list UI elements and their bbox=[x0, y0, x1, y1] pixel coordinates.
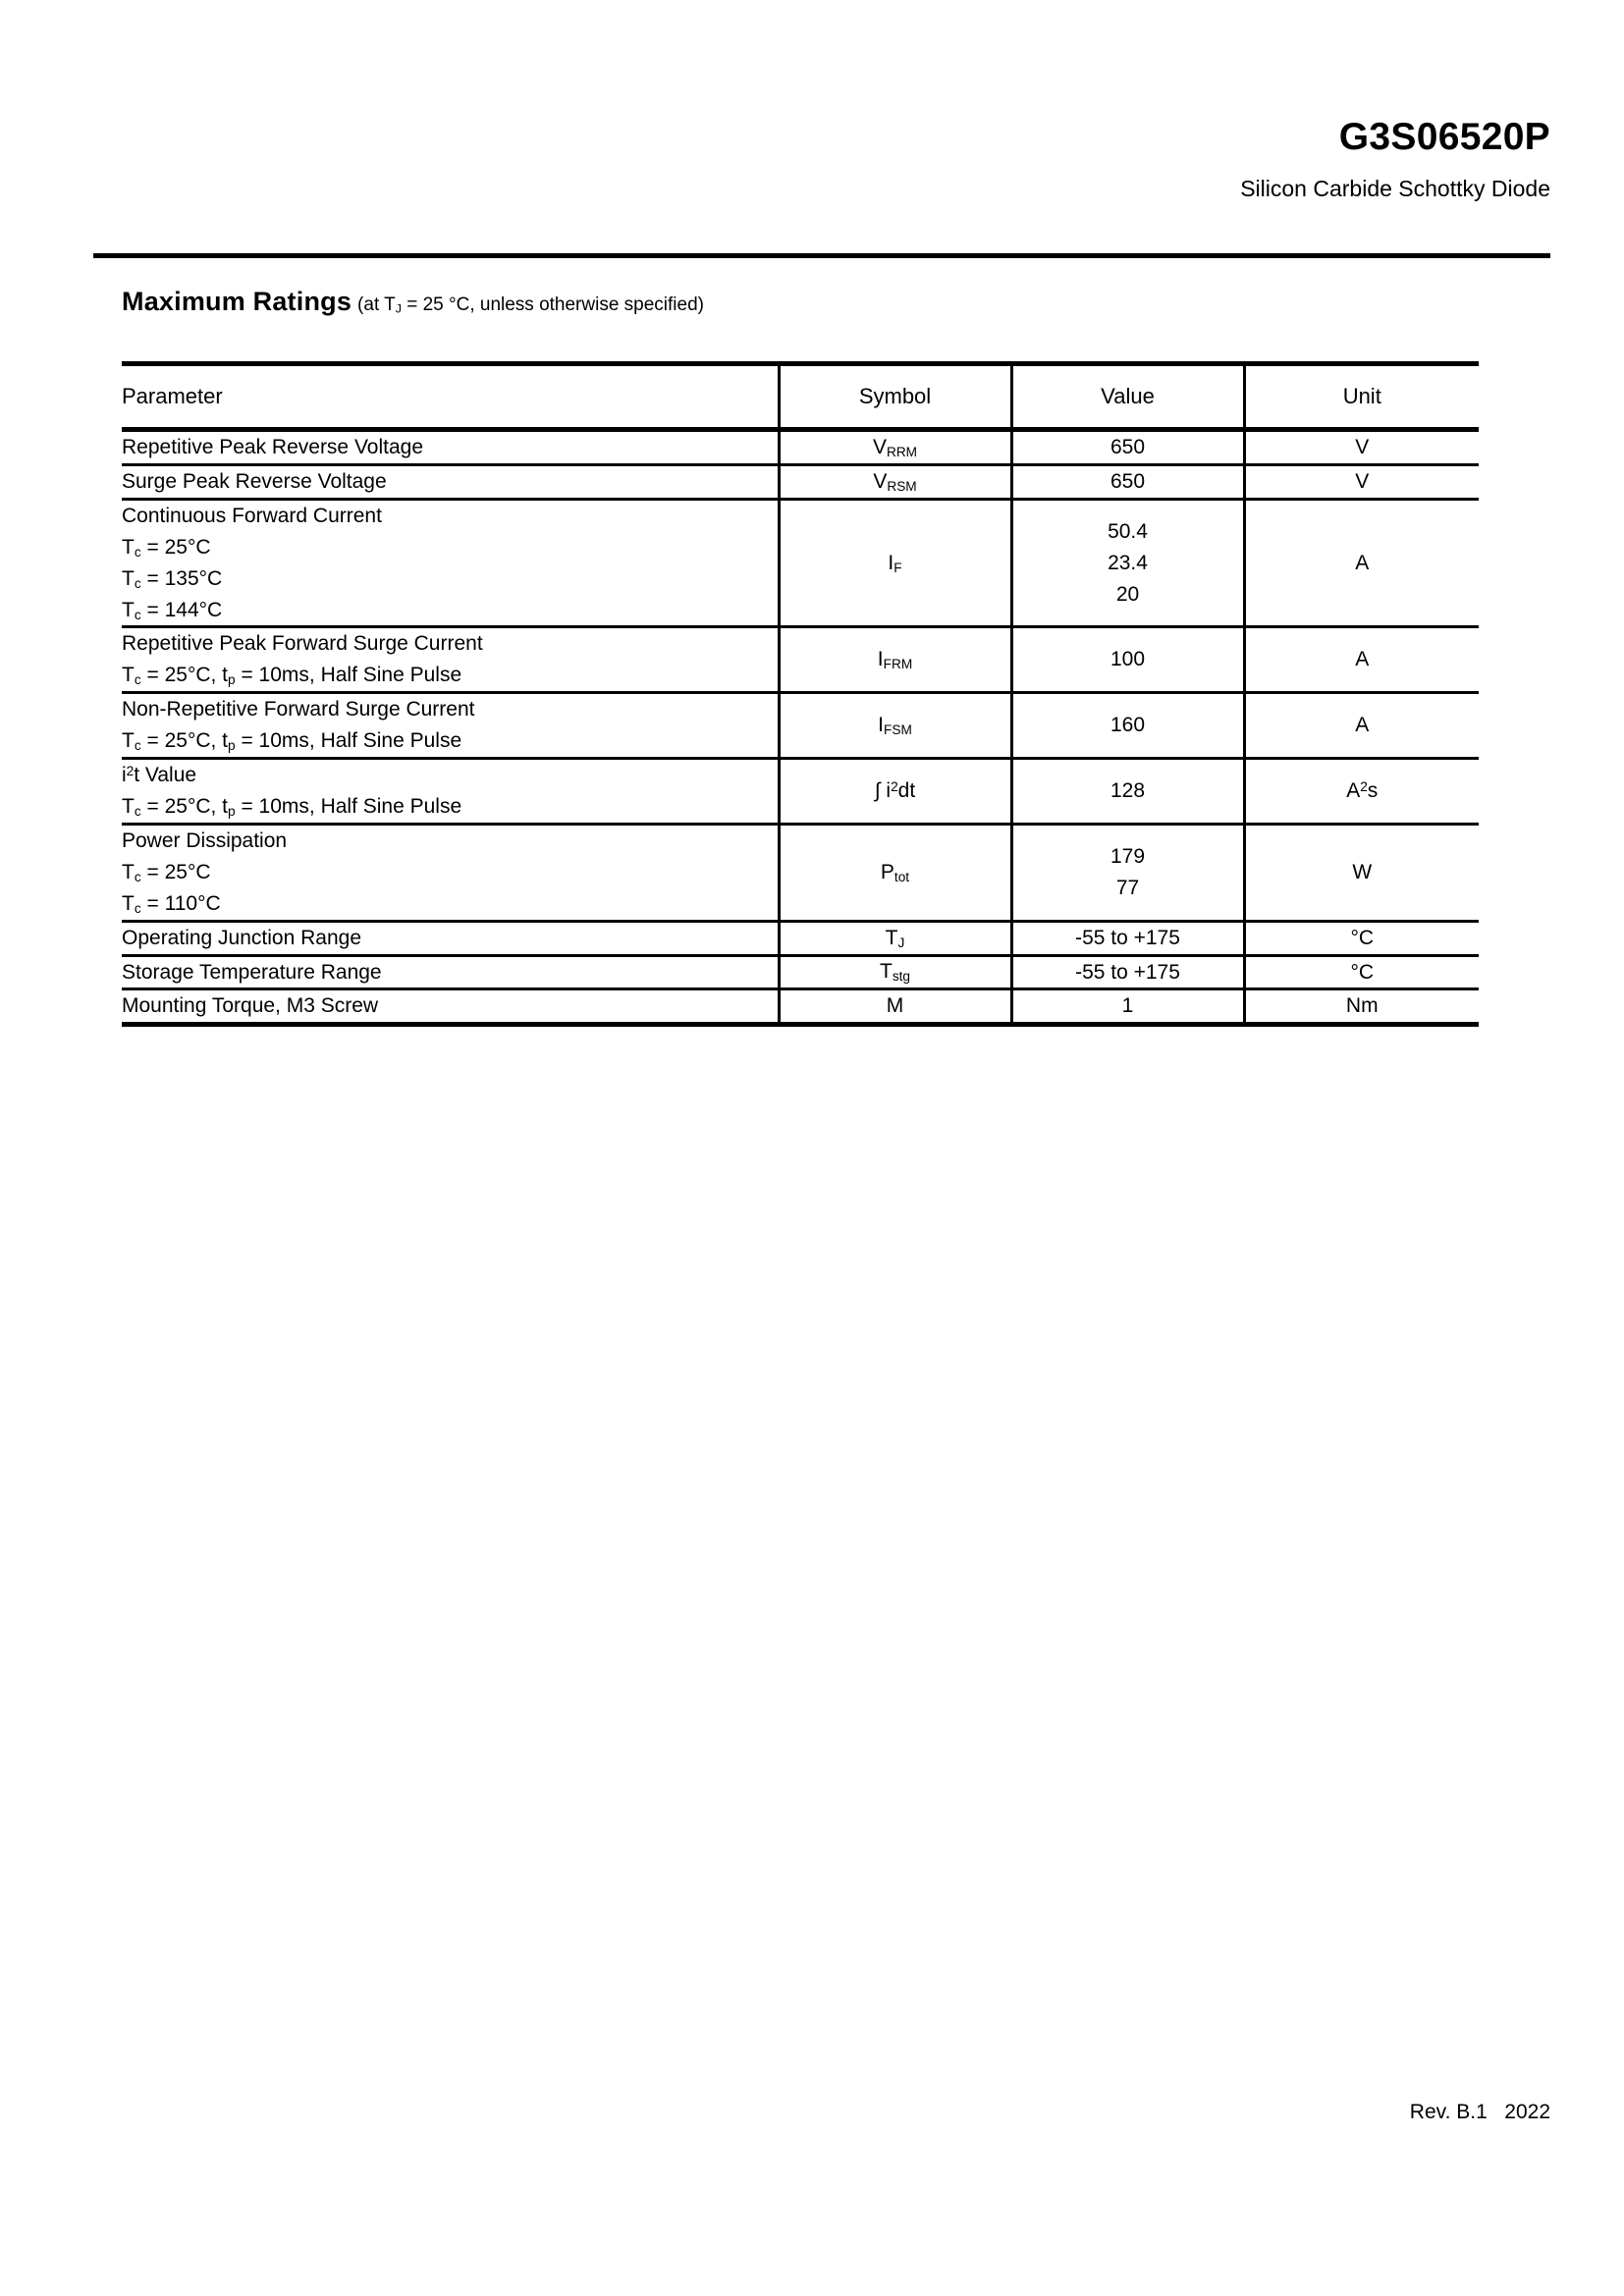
parameter-line: $T_c = 25^\circ C$, $t_p = 10ms$, Half Sine Pulse bbox=[122, 729, 462, 754]
note-subscript: J bbox=[395, 301, 402, 316]
cell-value bbox=[1011, 464, 1244, 499]
parameter-line: Mounting Torque, M3 Screw bbox=[122, 994, 379, 1018]
cell-symbol: $I_F$ bbox=[779, 499, 1011, 627]
part-number: G3S06520P bbox=[1338, 116, 1550, 158]
cell-value bbox=[1011, 759, 1244, 825]
value-line: 100 bbox=[1110, 648, 1146, 671]
document-footer: Rev. B.1 2022 bbox=[1409, 2101, 1550, 2123]
value-line: 160 bbox=[1110, 714, 1146, 737]
value-line: 650 bbox=[1110, 469, 1146, 493]
table-row bbox=[122, 627, 1479, 693]
parameter-line: $T_c = 25^\circ C$ bbox=[122, 860, 211, 884]
cell-value bbox=[1011, 430, 1244, 465]
cell-parameter bbox=[122, 759, 779, 825]
cell-parameter bbox=[122, 989, 779, 1025]
cell-parameter bbox=[122, 430, 779, 465]
cell-value bbox=[1011, 921, 1244, 955]
cell-symbol: $P_{tot}$ bbox=[779, 824, 1011, 921]
value-line: 50.4 bbox=[1108, 519, 1148, 543]
cell-unit: V bbox=[1244, 430, 1479, 465]
value-line: 77 bbox=[1115, 876, 1140, 899]
parameter-line: $T_c = 25^\circ C$, $t_p = 10ms$, Half Sine Pulse bbox=[122, 794, 462, 819]
parameter-line: Operating Junction Range bbox=[122, 926, 361, 949]
parameter-line: $i^2t$ Value bbox=[122, 763, 197, 787]
column-header-value: Value bbox=[1011, 364, 1244, 430]
column-header-symbol: Symbol bbox=[779, 364, 1011, 430]
parameter-line: Non-Repetitive Forward Surge Current bbox=[122, 698, 475, 721]
table-row bbox=[122, 989, 1479, 1025]
cell-parameter bbox=[122, 693, 779, 759]
section-title-note bbox=[357, 294, 704, 315]
value-line: 128 bbox=[1110, 779, 1146, 803]
table-body bbox=[122, 430, 1479, 1025]
parameter-line: Surge Peak Reverse Voltage bbox=[122, 469, 387, 493]
table-header bbox=[122, 364, 1479, 430]
parameter-line: Storage Temperature Range bbox=[122, 960, 382, 984]
table-row bbox=[122, 955, 1479, 989]
cell-unit: V bbox=[1244, 464, 1479, 499]
section-title-text: Maximum Ratings bbox=[122, 287, 352, 316]
value-line: 23.4 bbox=[1108, 551, 1148, 574]
cell-unit: $A^2s$ bbox=[1244, 759, 1479, 825]
maximum-ratings-table bbox=[122, 361, 1479, 1027]
section-title bbox=[122, 287, 704, 317]
cell-parameter bbox=[122, 464, 779, 499]
cell-unit: °C bbox=[1244, 921, 1479, 955]
table-row bbox=[122, 759, 1479, 825]
cell-value bbox=[1011, 627, 1244, 693]
cell-value bbox=[1011, 824, 1244, 921]
cell-unit: A bbox=[1244, 693, 1479, 759]
cell-symbol: $I_{FSM}$ bbox=[779, 693, 1011, 759]
parameter-line: $T_c = 25^\circ C$ bbox=[122, 535, 211, 560]
value-line: 179 bbox=[1110, 844, 1146, 868]
note-prefix: (at T bbox=[357, 294, 396, 315]
value-line: -55 to +175 bbox=[1075, 960, 1180, 984]
parameter-line: Continuous Forward Current bbox=[122, 504, 382, 527]
table-row bbox=[122, 921, 1479, 955]
cell-parameter bbox=[122, 627, 779, 693]
cell-parameter bbox=[122, 921, 779, 955]
value-line: 1 bbox=[1121, 994, 1134, 1018]
table-row bbox=[122, 824, 1479, 921]
cell-value bbox=[1011, 693, 1244, 759]
table-row bbox=[122, 693, 1479, 759]
header-divider bbox=[93, 253, 1550, 258]
cell-parameter bbox=[122, 955, 779, 989]
table-row bbox=[122, 464, 1479, 499]
table-row bbox=[122, 499, 1479, 627]
parameter-line: $T_c = 135^\circ C$ bbox=[122, 566, 223, 591]
parameter-line: $T_c = 144^\circ C$ bbox=[122, 598, 223, 622]
column-header-parameter: Parameter bbox=[122, 364, 779, 430]
cell-parameter bbox=[122, 824, 779, 921]
cell-value bbox=[1011, 989, 1244, 1025]
cell-symbol: ∫ $i^2dt$ bbox=[779, 759, 1011, 825]
cell-symbol: $T_{stg}$ bbox=[779, 955, 1011, 989]
product-subtitle: Silicon Carbide Schottky Diode bbox=[1240, 175, 1550, 201]
cell-unit: W bbox=[1244, 824, 1479, 921]
parameter-line: Repetitive Peak Reverse Voltage bbox=[122, 436, 424, 458]
value-line: -55 to +175 bbox=[1075, 926, 1180, 949]
cell-unit: °C bbox=[1244, 955, 1479, 989]
cell-symbol: $T_J$ bbox=[779, 921, 1011, 955]
table-header-row bbox=[122, 364, 1479, 430]
cell-unit: Nm bbox=[1244, 989, 1479, 1025]
column-header-unit: Unit bbox=[1244, 364, 1479, 430]
cell-symbol: M bbox=[779, 989, 1011, 1025]
table-row bbox=[122, 430, 1479, 465]
cell-value bbox=[1011, 499, 1244, 627]
parameter-line: $T_c = 25^\circ C$, $t_p = 10ms$, Half Sine Pulse bbox=[122, 664, 462, 688]
cell-symbol: $I_{FRM}$ bbox=[779, 627, 1011, 693]
cell-unit: A bbox=[1244, 499, 1479, 627]
cell-parameter bbox=[122, 499, 779, 627]
cell-symbol: $V_{RSM}$ bbox=[779, 464, 1011, 499]
parameter-line: Repetitive Peak Forward Surge Current bbox=[122, 632, 483, 656]
cell-value bbox=[1011, 955, 1244, 989]
note-suffix: = 25 °C, unless otherwise specified) bbox=[401, 294, 704, 315]
value-line: 20 bbox=[1115, 582, 1140, 606]
parameter-line: Power Dissipation bbox=[122, 828, 288, 852]
cell-symbol: $V_{RRM}$ bbox=[779, 430, 1011, 465]
value-line: 650 bbox=[1110, 436, 1146, 458]
document-header bbox=[93, 116, 1550, 202]
parameter-line: $T_c = 110^\circ C$ bbox=[122, 891, 221, 916]
cell-unit: A bbox=[1244, 627, 1479, 693]
